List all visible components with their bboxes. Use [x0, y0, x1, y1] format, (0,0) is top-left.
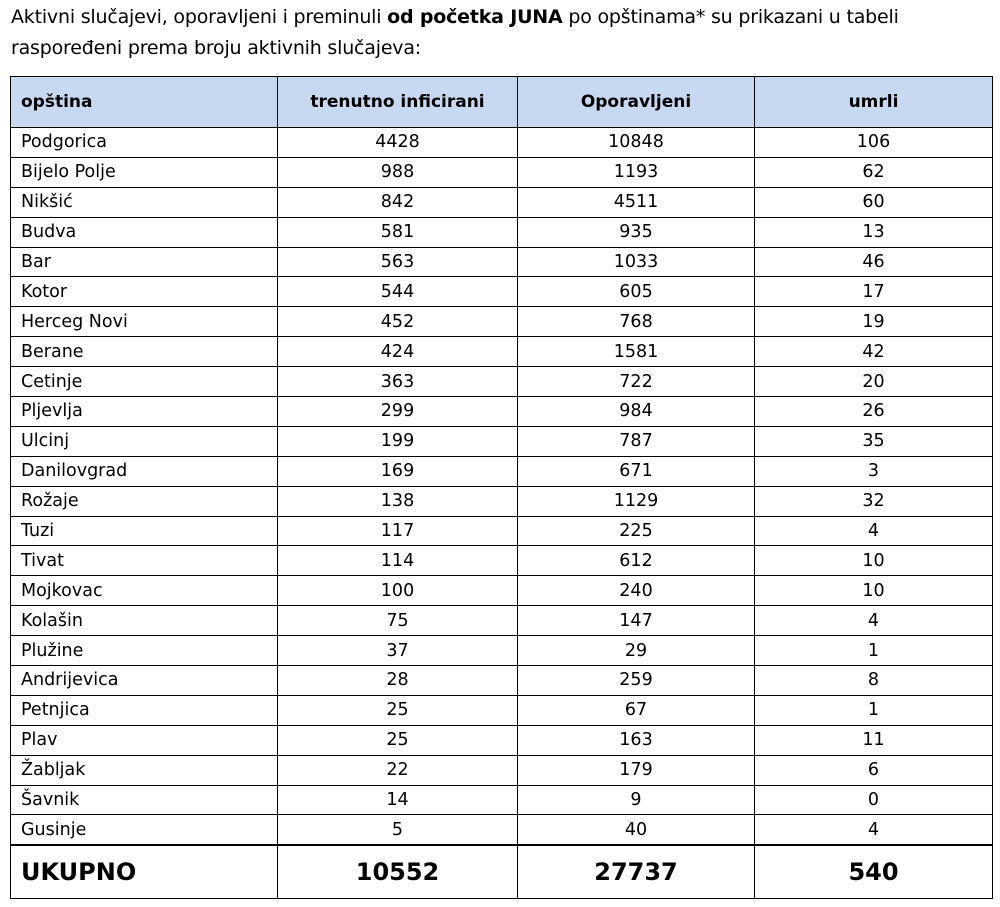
deceased-cell: 1	[755, 695, 993, 725]
table-row	[11, 486, 993, 516]
municipality-cell: Mojkovac	[11, 576, 278, 606]
recovered-cell: 1033	[518, 247, 755, 277]
municipality-cell: Bijelo Polje	[11, 157, 278, 187]
municipality-cell: Pljevlja	[11, 397, 278, 427]
currently-infected-cell: 14	[278, 785, 518, 815]
deceased-cell: 11	[755, 725, 993, 755]
deceased-cell: 62	[755, 157, 993, 187]
table-row	[11, 426, 993, 456]
currently-infected-cell: 363	[278, 367, 518, 397]
recovered-cell: 787	[518, 426, 755, 456]
table-row	[11, 606, 993, 636]
intro-text-start: Aktivni slučajevi, oporavljeni i preminuli	[11, 6, 388, 28]
table-body	[11, 128, 993, 846]
currently-infected-cell: 299	[278, 397, 518, 427]
municipality-cell: Plužine	[11, 636, 278, 666]
recovered-cell: 4511	[518, 187, 755, 217]
currently-infected-cell: 842	[278, 187, 518, 217]
deceased-cell: 17	[755, 277, 993, 307]
currently-infected-cell: 37	[278, 636, 518, 666]
recovered-cell: 935	[518, 217, 755, 247]
deceased-cell: 10	[755, 546, 993, 576]
recovered-cell: 984	[518, 397, 755, 427]
deceased-cell: 10	[755, 576, 993, 606]
municipality-cell: Bar	[11, 247, 278, 277]
municipality-cell: Andrijevica	[11, 666, 278, 696]
currently-infected-cell: 581	[278, 217, 518, 247]
currently-infected-cell: 117	[278, 516, 518, 546]
deceased-cell: 0	[755, 785, 993, 815]
recovered-cell: 29	[518, 636, 755, 666]
municipality-cell: Gusinje	[11, 815, 278, 845]
table-row	[11, 725, 993, 755]
deceased-cell: 13	[755, 217, 993, 247]
municipality-cell: Plav	[11, 725, 278, 755]
currently-infected-cell: 424	[278, 337, 518, 367]
table-footer	[11, 845, 993, 899]
deceased-cell: 4	[755, 815, 993, 845]
municipality-cell: Cetinje	[11, 367, 278, 397]
currently-infected-cell: 199	[278, 426, 518, 456]
intro-text-end: po opštinama* su prikazani u tabeli raspoređeni prema broju aktivnih slučajeva:	[11, 6, 899, 59]
total-currently-infected: 10552	[278, 845, 518, 899]
recovered-cell: 9	[518, 785, 755, 815]
table-row	[11, 815, 993, 845]
recovered-cell: 722	[518, 367, 755, 397]
header-deceased: umrli	[755, 77, 993, 128]
currently-infected-cell: 25	[278, 695, 518, 725]
currently-infected-cell: 114	[278, 546, 518, 576]
currently-infected-cell: 100	[278, 576, 518, 606]
currently-infected-cell: 544	[278, 277, 518, 307]
recovered-cell: 1129	[518, 486, 755, 516]
header-row	[11, 77, 993, 128]
municipality-cell: Tuzi	[11, 516, 278, 546]
deceased-cell: 8	[755, 666, 993, 696]
table-row	[11, 546, 993, 576]
currently-infected-cell: 4428	[278, 128, 518, 158]
table-header	[11, 77, 993, 128]
municipality-cell: Herceg Novi	[11, 307, 278, 337]
table-row	[11, 666, 993, 696]
table-row	[11, 247, 993, 277]
municipality-cell: Žabljak	[11, 755, 278, 785]
recovered-cell: 605	[518, 277, 755, 307]
currently-infected-cell: 988	[278, 157, 518, 187]
municipality-cell: Nikšić	[11, 187, 278, 217]
recovered-cell: 179	[518, 755, 755, 785]
municipality-cases-table	[10, 76, 993, 899]
municipality-cell: Kotor	[11, 277, 278, 307]
table-row	[11, 576, 993, 606]
deceased-cell: 1	[755, 636, 993, 666]
table-row	[11, 755, 993, 785]
currently-infected-cell: 138	[278, 486, 518, 516]
currently-infected-cell: 22	[278, 755, 518, 785]
deceased-cell: 20	[755, 367, 993, 397]
table-row	[11, 636, 993, 666]
recovered-cell: 40	[518, 815, 755, 845]
table-row	[11, 516, 993, 546]
intro-text-bold: od početka JUNA	[387, 6, 563, 28]
municipality-cell: Rožaje	[11, 486, 278, 516]
recovered-cell: 259	[518, 666, 755, 696]
recovered-cell: 1193	[518, 157, 755, 187]
deceased-cell: 4	[755, 516, 993, 546]
currently-infected-cell: 28	[278, 666, 518, 696]
municipality-cell: Danilovgrad	[11, 456, 278, 486]
deceased-cell: 60	[755, 187, 993, 217]
table-row	[11, 128, 993, 158]
recovered-cell: 1581	[518, 337, 755, 367]
table-row	[11, 217, 993, 247]
header-recovered: Oporavljeni	[518, 77, 755, 128]
table-row	[11, 397, 993, 427]
table-row	[11, 187, 993, 217]
deceased-cell: 26	[755, 397, 993, 427]
recovered-cell: 67	[518, 695, 755, 725]
table-row	[11, 157, 993, 187]
table-row	[11, 785, 993, 815]
recovered-cell: 163	[518, 725, 755, 755]
deceased-cell: 6	[755, 755, 993, 785]
table-row	[11, 456, 993, 486]
total-recovered: 27737	[518, 845, 755, 899]
deceased-cell: 4	[755, 606, 993, 636]
currently-infected-cell: 452	[278, 307, 518, 337]
deceased-cell: 35	[755, 426, 993, 456]
municipality-cell: Kolašin	[11, 606, 278, 636]
deceased-cell: 32	[755, 486, 993, 516]
total-label: UKUPNO	[11, 845, 278, 899]
deceased-cell: 19	[755, 307, 993, 337]
table-row	[11, 307, 993, 337]
recovered-cell: 240	[518, 576, 755, 606]
total-row	[11, 845, 993, 899]
table-row	[11, 277, 993, 307]
recovered-cell: 225	[518, 516, 755, 546]
municipality-cell: Ulcinj	[11, 426, 278, 456]
table-row	[11, 337, 993, 367]
deceased-cell: 3	[755, 456, 993, 486]
municipality-cell: Podgorica	[11, 128, 278, 158]
currently-infected-cell: 75	[278, 606, 518, 636]
recovered-cell: 612	[518, 546, 755, 576]
deceased-cell: 106	[755, 128, 993, 158]
recovered-cell: 10848	[518, 128, 755, 158]
currently-infected-cell: 25	[278, 725, 518, 755]
recovered-cell: 768	[518, 307, 755, 337]
table-row	[11, 367, 993, 397]
municipality-cell: Šavnik	[11, 785, 278, 815]
header-currently-infected: trenutno inficirani	[278, 77, 518, 128]
municipality-cell: Berane	[11, 337, 278, 367]
intro-paragraph	[11, 2, 991, 64]
table-row	[11, 695, 993, 725]
total-deceased: 540	[755, 845, 993, 899]
header-municipality: opština	[11, 77, 278, 128]
currently-infected-cell: 169	[278, 456, 518, 486]
municipality-cell: Tivat	[11, 546, 278, 576]
recovered-cell: 147	[518, 606, 755, 636]
deceased-cell: 42	[755, 337, 993, 367]
deceased-cell: 46	[755, 247, 993, 277]
recovered-cell: 671	[518, 456, 755, 486]
municipality-cell: Budva	[11, 217, 278, 247]
currently-infected-cell: 563	[278, 247, 518, 277]
municipality-cell: Petnjica	[11, 695, 278, 725]
currently-infected-cell: 5	[278, 815, 518, 845]
